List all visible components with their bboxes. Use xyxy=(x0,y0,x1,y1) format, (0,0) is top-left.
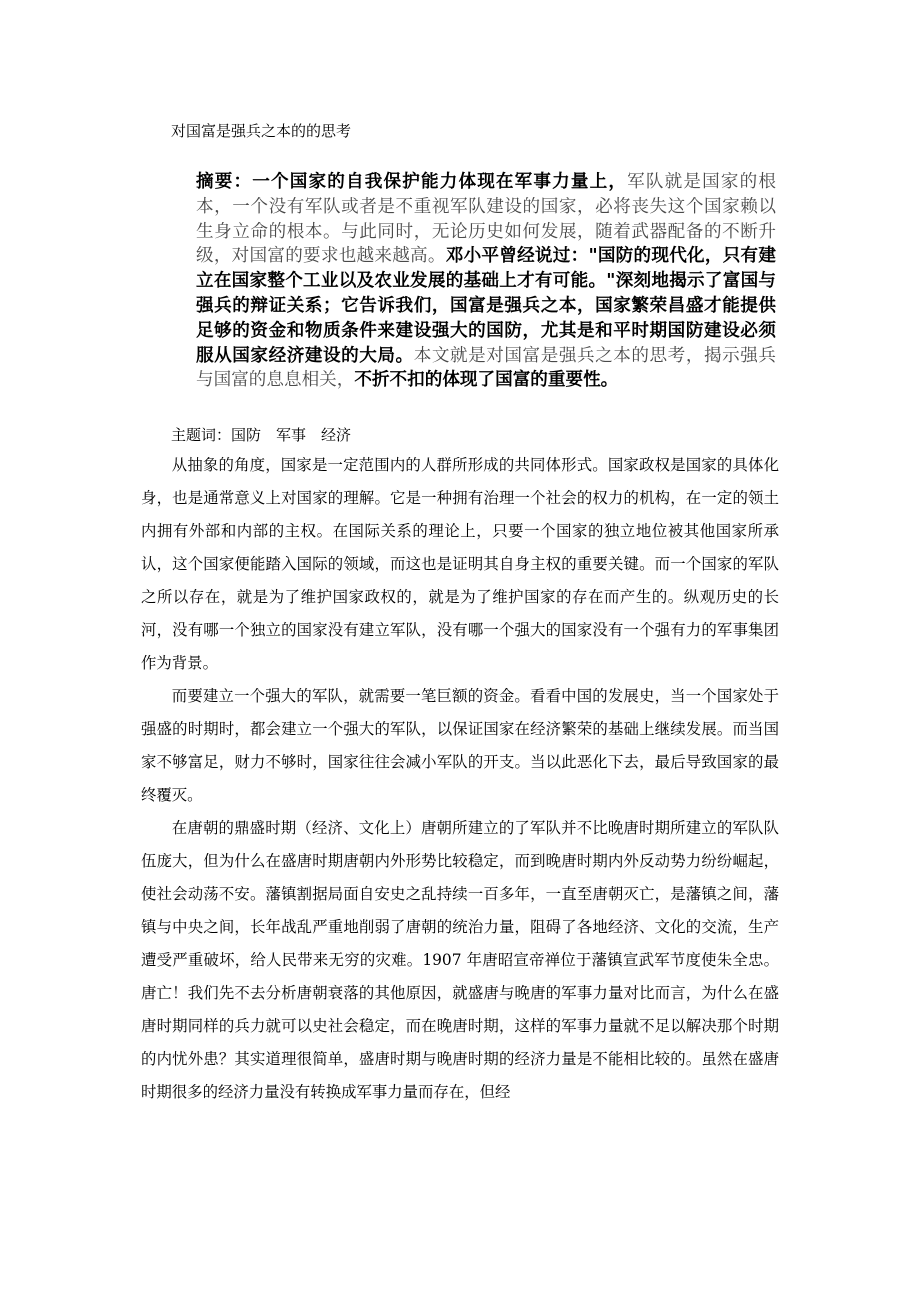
abstract-part-3: 邓小平曾经说过："国防的现代化，只有建立在国家整个工业以及农业发展的基础上才有可能。"深刻地揭示了富国与强兵的辩证关系；它告诉我们，国富是强兵之本，国家繁荣昌盛才能提供足够的资金和物质条件来建设强大的国防，尤其是和平时期国防建设必须服从国家经济建设的大局。 xyxy=(196,245,776,366)
body-text xyxy=(141,449,779,1109)
abstract-part-5: 不折不扣的体现了国富的重要性。 xyxy=(354,369,619,391)
abstract-block xyxy=(196,170,776,393)
document-title: 对国富是强兵之本的的思考 xyxy=(171,122,352,140)
keywords-line: 主题词：国防 军事 经济 xyxy=(171,426,352,444)
abstract-part-4: 本文就是对国富是强兵之本的思考，揭示强兵与国富的息息相关， xyxy=(196,345,776,391)
abstract-part-1: 摘要：一个国家的自我保护能力体现在军事力量上， xyxy=(196,171,628,192)
body-paragraph: 从抽象的角度，国家是一定范围内的人群所形成的共同体形式。国家政权是国家的具体化身，也是通常意义上对国家的理解。它是一种拥有治理一个社会的权力的机构，在一定的领土内拥有外部和内部的主权。在国际关系的理论上，只要一个国家的独立地位被其他国家所承认，这个国家便能踏入国际的领域，而这也是证明其自身主权的重要关键。而一个国家的军队之所以存在，就是为了维护国家政权的，就是为了维护国家的存在而产生的。纵观历史的长河，没有哪一个独立的国家没有建立军队，没有哪一个强大的国家没有一个强有力的军事集团作为背景。 xyxy=(141,456,779,672)
abstract-part-2: 军队就是国家的根本，一个没有军队或者是不重视军队建设的国家，必将丧失这个国家赖以生身立命的根本。与此同时，无论历史如何发展，随着武器配备的不断升级，对国富的要求也越来越高。 xyxy=(196,172,776,267)
body-paragraph: 在唐朝的鼎盛时期（经济、文化上）唐朝所建立的了军队并不比晚唐时期所建立的军队队伍庞大，但为什么在盛唐时期唐朝内外形势比较稳定，而到晚唐时期内外反动势力纷纷崛起，使社会动荡不安。藩镇割据局面自安史之乱持续一百多年，一直至唐朝灭亡，是藩镇之间，藩镇与中央之间，长年战乱严重地削弱了唐朝的统治力量，阻碍了各地经济、文化的交流，生产遭受严重破坏，给人民带来无穷的灾难。1907 年唐昭宣帝禅位于藩镇宣武军节度使朱全忠。唐亡！我们先不去分析唐朝衰落的其他原因，就盛唐与晚唐的军事力量对比而言，为什么在盛唐时期同样的兵力就可以史社会稳定，而在晚唐时期，这样的军事力量就不足以解决那个时期的内忧外患？其实道理很简单，盛唐时期与晚唐时期的经济力量是不能相比较的。虽然在盛唐时期很多的经济力量没有转换成军事力量而存在，但经 xyxy=(141,819,779,1101)
body-paragraph: 而要建立一个强大的军队，就需要一笔巨额的资金。看看中国的发展史，当一个国家处于强盛的时期时，都会建立一个强大的军队，以保证国家在经济繁荣的基础上继续发展。而当国家不够富足，财力不够时，国家往往会减小军队的开支。当以此恶化下去，最后导致国家的最终覆灭。 xyxy=(141,687,779,804)
